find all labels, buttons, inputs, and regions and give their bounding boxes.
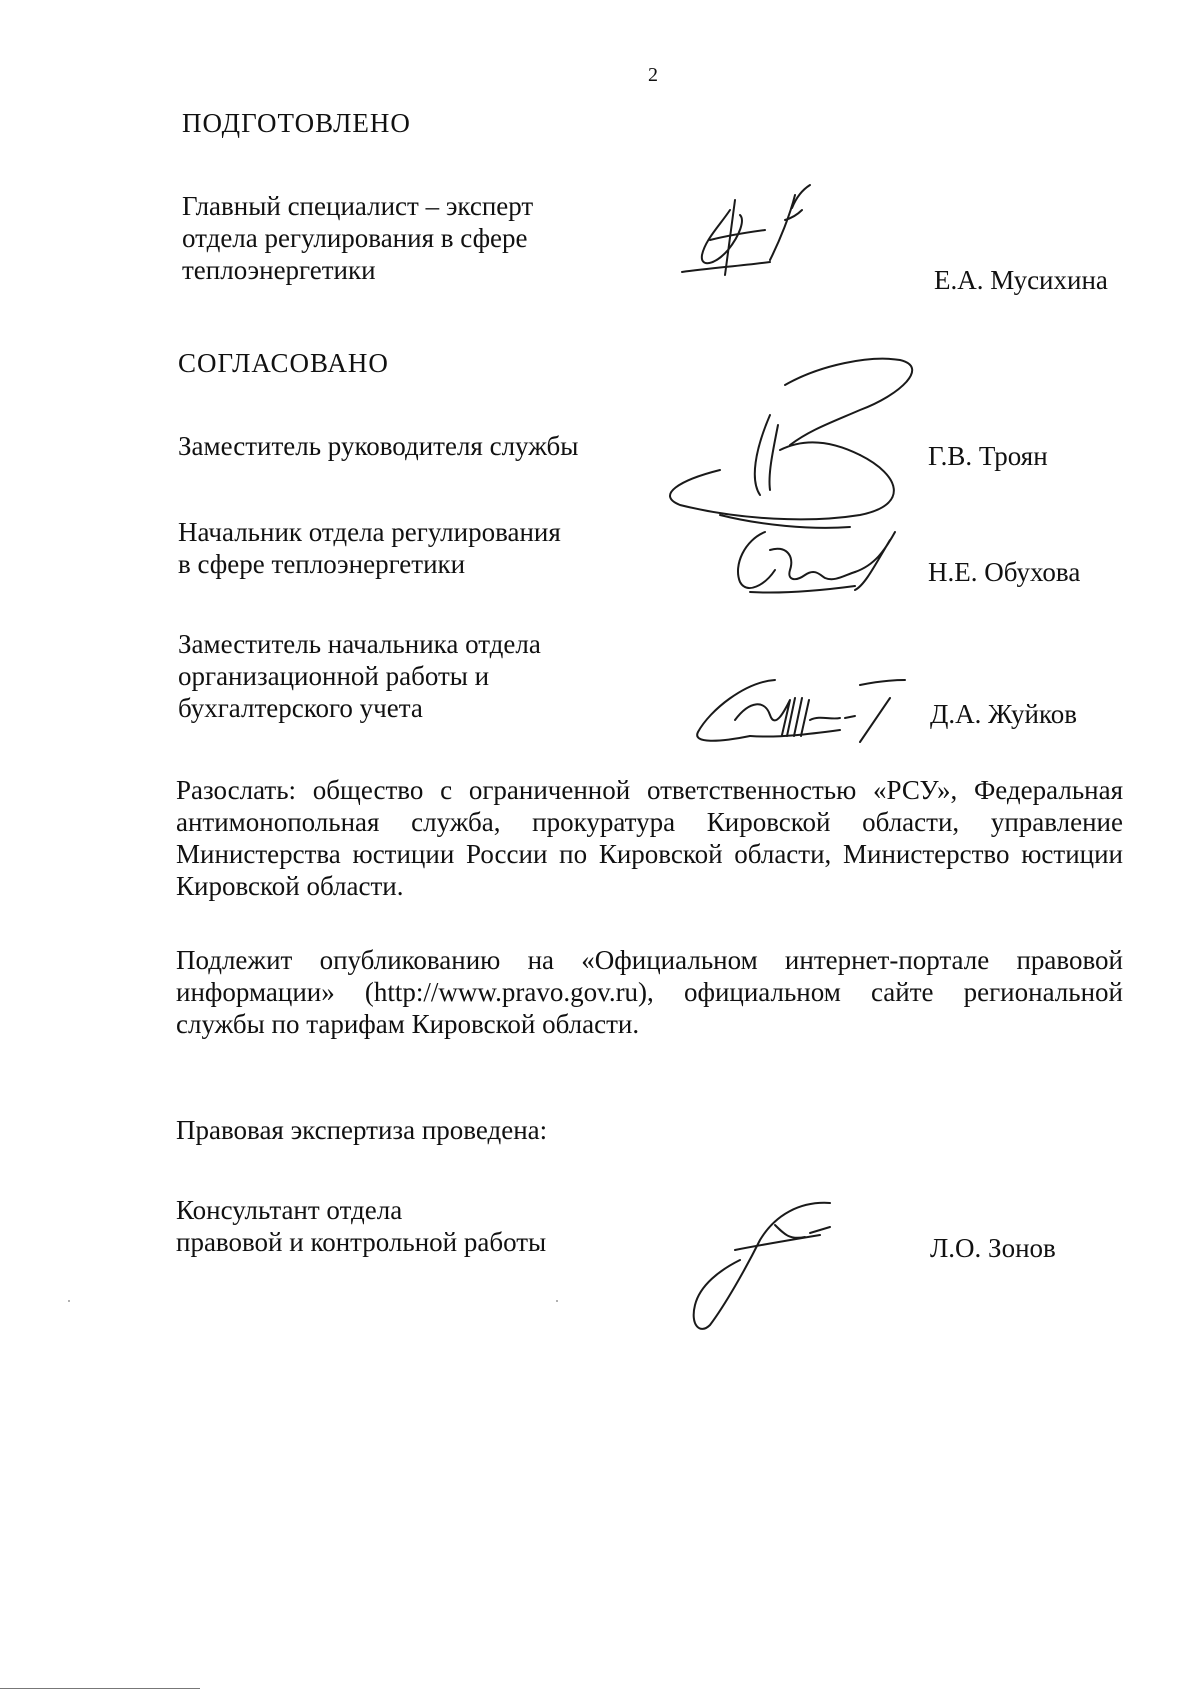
legal-review-signer-name: Л.О. Зонов — [930, 1233, 1056, 1263]
legal-review-heading: Правовая экспертиза проведена: — [176, 1115, 548, 1145]
publication-paragraph: Подлежит опубликованию на «Официальном интернет-портале правовой информации» (http://www.pravo.gov.ru), официальном сайте региональной службы по тарифам Кировской области. — [176, 945, 1123, 1039]
signature-musikhina — [670, 180, 850, 290]
prepared-position-line-1: Главный специалист – эксперт — [182, 191, 534, 221]
signer-3-name: Д.А. Жуйков — [930, 699, 1077, 729]
legal-review-position-line-1: Консультант отдела — [176, 1195, 403, 1225]
prepared-position-line-3: теплоэнергетики — [182, 255, 376, 285]
signature-zhuikov — [690, 670, 930, 750]
signature-troyan — [660, 355, 940, 535]
signer-2-name: Н.Е. Обухова — [928, 557, 1081, 587]
scan-speck — [68, 1300, 70, 1302]
signature-zonov — [680, 1195, 860, 1335]
prepared-position-line-2: отдела регулирования в сфере — [182, 223, 528, 253]
prepared-heading: ПОДГОТОВЛЕНО — [182, 108, 411, 138]
signer-3-position-line-1: Заместитель начальника отдела — [178, 629, 541, 659]
signer-2-position-line-2: в сфере теплоэнергетики — [178, 549, 466, 579]
distribution-paragraph: Разослать: общество с ограниченной ответственностью «РСУ», Федеральная антимонопольная служба, прокуратура Кировской области, управление Министерства юстиции России по Кировской области, Министерство юстиции Кировской области. — [176, 775, 1123, 901]
signature-obukhova — [725, 520, 905, 600]
prepared-signer-name: Е.А. Мусихина — [934, 265, 1108, 295]
signer-1-position-line-1: Заместитель руководителя службы — [178, 431, 579, 461]
signer-3-position-line-2: организационной работы и — [178, 661, 490, 691]
scan-edge-line — [0, 1688, 200, 1689]
page-number: 2 — [648, 64, 658, 86]
agreed-heading: СОГЛАСОВАНО — [178, 348, 389, 378]
signer-2-position-line-1: Начальник отдела регулирования — [178, 517, 561, 547]
scan-speck — [556, 1300, 558, 1302]
legal-review-position-line-2: правовой и контрольной работы — [176, 1227, 547, 1257]
signer-1-name: Г.В. Троян — [928, 441, 1048, 471]
signer-3-position-line-3: бухгалтерского учета — [178, 693, 423, 723]
